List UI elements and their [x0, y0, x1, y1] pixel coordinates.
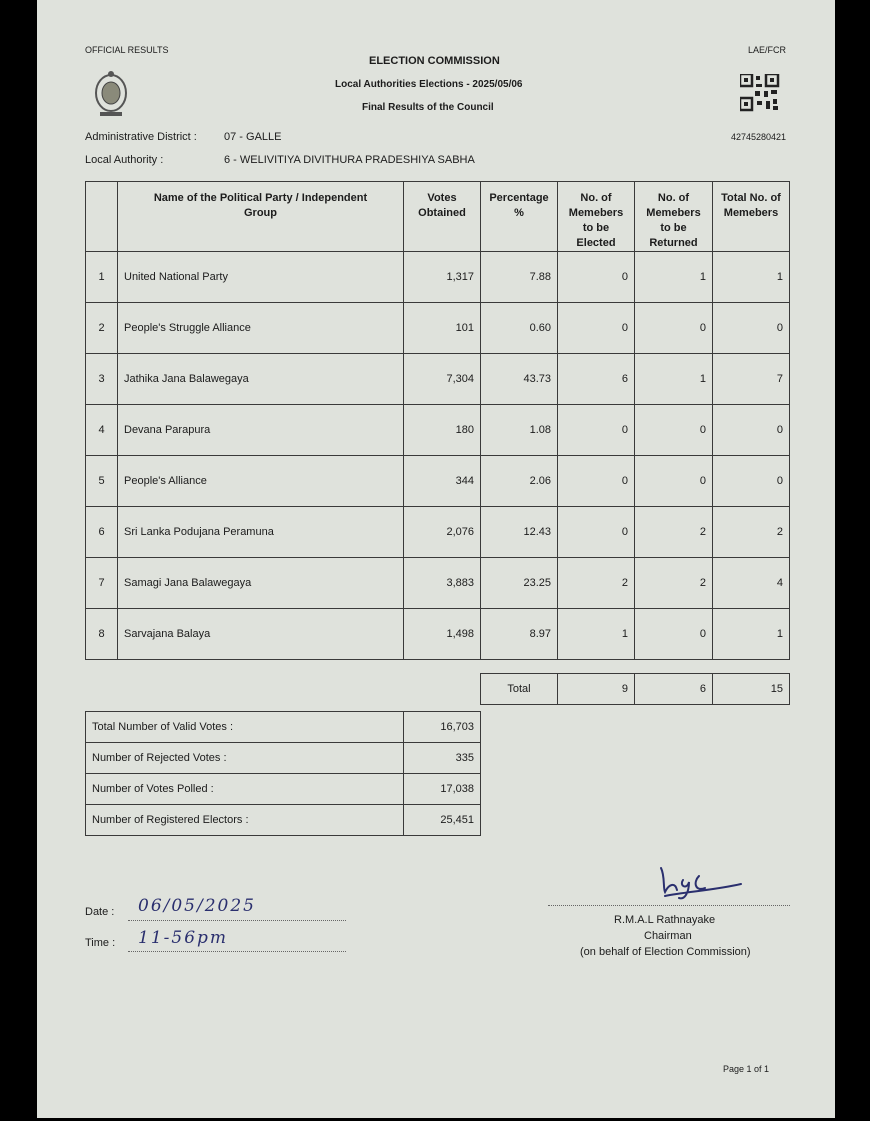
summary-label: Total Number of Valid Votes : — [86, 712, 404, 743]
row-number: 8 — [86, 609, 118, 660]
summary-row — [86, 805, 481, 836]
members-elected: 0 — [558, 405, 635, 456]
table-row — [86, 354, 790, 405]
members-total: 0 — [713, 456, 790, 507]
table-row — [86, 405, 790, 456]
table-row — [86, 558, 790, 609]
summary-value: 335 — [404, 743, 481, 774]
vote-summary-table — [85, 711, 481, 836]
signatory-name: R.M.A.L Rathnayake — [614, 914, 716, 926]
members-elected: 1 — [558, 609, 635, 660]
header-returned: No. of Memebers to be Returned — [635, 182, 713, 252]
header-party: Name of the Political Party / Independent Group — [118, 182, 404, 252]
members-total: 1 — [713, 252, 790, 303]
row-number: 3 — [86, 354, 118, 405]
row-number: 1 — [86, 252, 118, 303]
votes-obtained: 1,498 — [404, 609, 481, 660]
summary-value: 16,703 — [404, 712, 481, 743]
header-votes: Votes Obtained — [404, 182, 481, 252]
time-value: 11-56pm — [138, 928, 229, 948]
authority-label: Local Authority : — [85, 154, 164, 166]
table-row — [86, 609, 790, 660]
percentage: 12.43 — [481, 507, 558, 558]
summary-label: Number of Votes Polled : — [86, 774, 404, 805]
votes-obtained: 1,317 — [404, 252, 481, 303]
district-label: Administrative District : — [85, 131, 197, 143]
party-name: Jathika Jana Balawegaya — [118, 354, 404, 405]
summary-value: 17,038 — [404, 774, 481, 805]
row-number: 6 — [86, 507, 118, 558]
qr-code-icon — [740, 74, 780, 112]
members-elected: 0 — [558, 303, 635, 354]
election-title: Local Authorities Elections - 2025/05/06 — [335, 79, 523, 90]
results-subtitle: Final Results of the Council — [362, 102, 494, 113]
row-number: 2 — [86, 303, 118, 354]
votes-obtained: 2,076 — [404, 507, 481, 558]
row-number: 4 — [86, 405, 118, 456]
official-results-label: OFFICIAL RESULTS — [85, 45, 169, 55]
members-returned: 2 — [635, 558, 713, 609]
header-percentage: Percentage % — [481, 182, 558, 252]
time-line — [128, 951, 346, 952]
members-returned: 0 — [635, 609, 713, 660]
table-row — [86, 252, 790, 303]
party-name: Devana Parapura — [118, 405, 404, 456]
members-total: 2 — [713, 507, 790, 558]
results-table — [85, 181, 790, 660]
signatory-behalf: (on behalf of Election Commission) — [580, 946, 751, 958]
commission-title: ELECTION COMMISSION — [369, 55, 500, 67]
totals-elected: 9 — [558, 674, 635, 705]
authority-value: 6 - WELIVITIYA DIVITHURA PRADESHIYA SABHA — [224, 154, 475, 166]
form-code: LAE/FCR — [748, 45, 787, 55]
date-value: 06/05/2025 — [138, 896, 256, 916]
summary-value: 25,451 — [404, 805, 481, 836]
percentage: 2.06 — [481, 456, 558, 507]
totals-label: Total — [481, 674, 558, 705]
percentage: 1.08 — [481, 405, 558, 456]
table-row — [86, 456, 790, 507]
members-returned: 0 — [635, 456, 713, 507]
date-line — [128, 920, 346, 921]
party-name: People's Alliance — [118, 456, 404, 507]
members-elected: 2 — [558, 558, 635, 609]
members-total: 0 — [713, 303, 790, 354]
signature-line — [548, 905, 790, 906]
percentage: 8.97 — [481, 609, 558, 660]
totals-table — [480, 673, 790, 705]
members-elected: 0 — [558, 456, 635, 507]
header-elected: No. of Memebers to be Elected — [558, 182, 635, 252]
header-no — [86, 182, 118, 252]
summary-label: Number of Rejected Votes : — [86, 743, 404, 774]
party-name: People's Struggle Alliance — [118, 303, 404, 354]
members-returned: 0 — [635, 303, 713, 354]
members-returned: 0 — [635, 405, 713, 456]
members-returned: 2 — [635, 507, 713, 558]
signatory-role: Chairman — [644, 930, 692, 942]
members-elected: 6 — [558, 354, 635, 405]
party-name: Sarvajana Balaya — [118, 609, 404, 660]
document-number: 42745280421 — [731, 132, 787, 142]
members-returned: 1 — [635, 354, 713, 405]
members-total: 7 — [713, 354, 790, 405]
percentage: 23.25 — [481, 558, 558, 609]
handwritten-signature — [655, 862, 745, 902]
totals-row — [481, 674, 790, 705]
row-number: 5 — [86, 456, 118, 507]
members-elected: 0 — [558, 252, 635, 303]
header-total: Total No. of Memebers — [713, 182, 790, 252]
votes-obtained: 3,883 — [404, 558, 481, 609]
row-number: 7 — [86, 558, 118, 609]
totals-total: 15 — [713, 674, 790, 705]
summary-row — [86, 774, 481, 805]
summary-row — [86, 712, 481, 743]
party-name: Sri Lanka Podujana Peramuna — [118, 507, 404, 558]
district-value: 07 - GALLE — [224, 131, 282, 143]
percentage: 7.88 — [481, 252, 558, 303]
summary-label: Number of Registered Electors : — [86, 805, 404, 836]
time-label: Time : — [85, 937, 116, 949]
summary-row — [86, 743, 481, 774]
totals-returned: 6 — [635, 674, 713, 705]
members-total: 4 — [713, 558, 790, 609]
date-label: Date : — [85, 906, 115, 918]
table-row — [86, 303, 790, 354]
members-total: 1 — [713, 609, 790, 660]
members-total: 0 — [713, 405, 790, 456]
table-row — [86, 507, 790, 558]
page-number: Page 1 of 1 — [723, 1064, 770, 1074]
votes-obtained: 344 — [404, 456, 481, 507]
votes-obtained: 101 — [404, 303, 481, 354]
party-name: Samagi Jana Balawegaya — [118, 558, 404, 609]
national-emblem-icon — [92, 68, 130, 120]
members-elected: 0 — [558, 507, 635, 558]
percentage: 0.60 — [481, 303, 558, 354]
members-returned: 1 — [635, 252, 713, 303]
percentage: 43.73 — [481, 354, 558, 405]
votes-obtained: 7,304 — [404, 354, 481, 405]
votes-obtained: 180 — [404, 405, 481, 456]
party-name: United National Party — [118, 252, 404, 303]
results-header-row — [86, 182, 790, 252]
